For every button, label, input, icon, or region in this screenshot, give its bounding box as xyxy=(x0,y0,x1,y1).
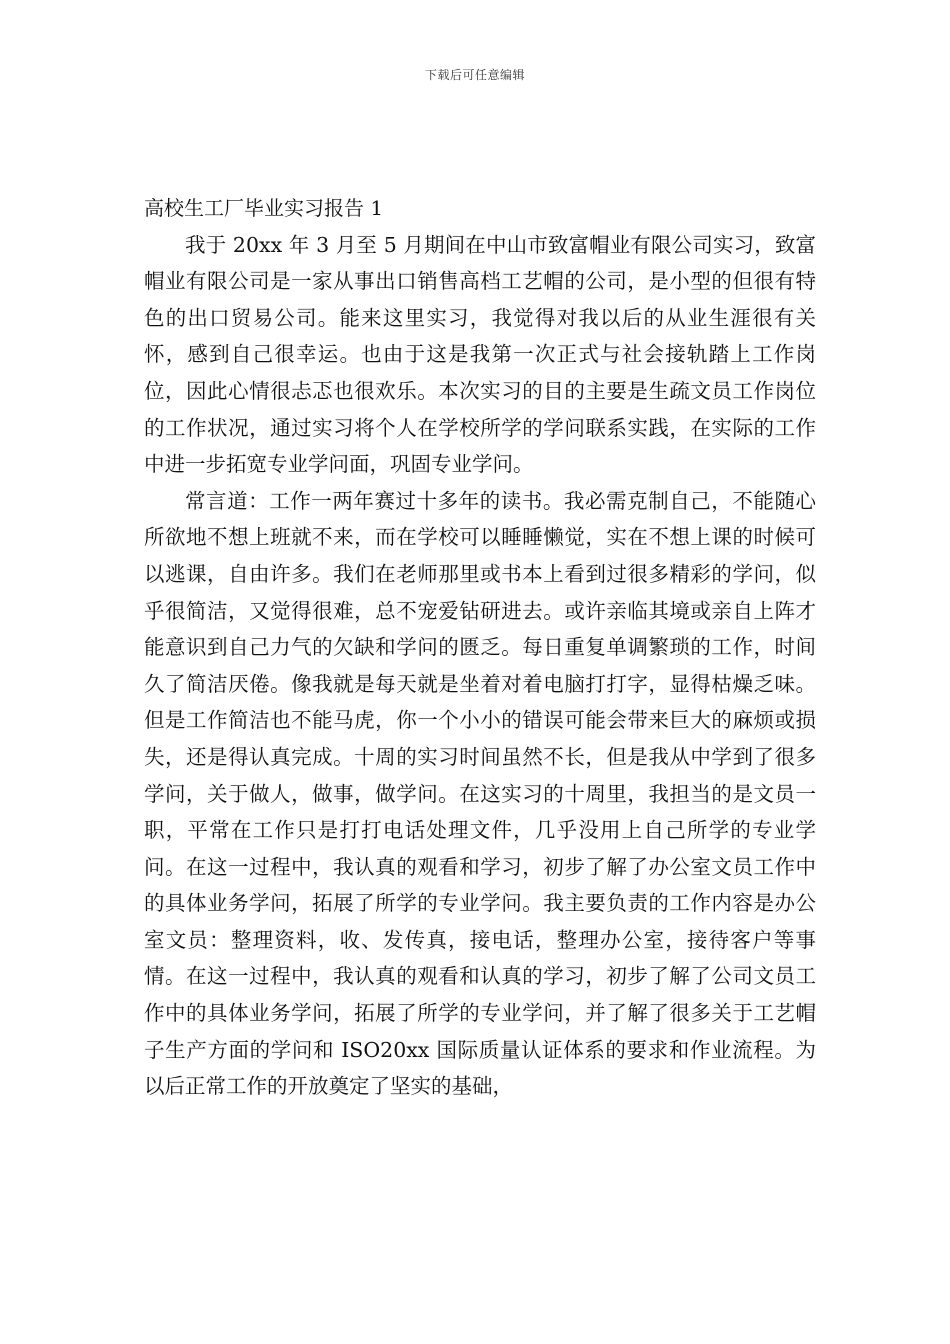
document-title: 高校生工厂毕业实习报告 1 xyxy=(144,196,384,220)
paragraph-1: 我于 20xx 年 3 月至 5 月期间在中山市致富帽业有限公司实习，致富帽业有限公司是一家从事出口销售高档工艺帽的公司，是小型的但很有特色的出口贸易公司。能来这里实习，我觉得对我以后的从业生涯很有关怀，感到自己很幸运。也由于这是我第一次正式与社会接轨踏上工作岗位，因此心情很忐忑也很欢乐。本次实习的目的主要是生疏文员工作岗位的工作状况，通过实习将个人在学校所学的学问联系实践，在实际的工作中进一步拓宽专业学问面，巩固专业学问。 xyxy=(144,232,816,477)
paragraph-list xyxy=(144,227,816,1105)
page-header-note: 下载后可任意编辑 xyxy=(424,68,525,82)
paragraph-2: 常言道：工作一两年赛过十多年的读书。我必需克制自己，不能随心所欲地不想上班就不来，而在学校可以睡睡懒觉，实在不想上课的时候可以逃课，自由许多。我们在老师那里或书本上看到过很多精彩的学问，似乎很简洁，又觉得很难，总不宠爱钻研进去。或许亲临其境或亲自上阵才能意识到自己力气的欠缺和学问的匮乏。每日重复单调繁琐的工作，时间久了简洁厌倦。像我就是每天就是坐着对着电脑打打字，显得枯燥乏味。但是工作简洁也不能马虎，你一个小小的错误可能会带来巨大的麻烦或损失，还是得认真完成。十周的实习时间虽然不长，但是我从中学到了很多学问，关于做人，做事，做学问。在这实习的十周里，我担当的是文员一职，平常在工作只是打打电话处理文件，几乎没用上自己所学的专业学问。在这一过程中，我认真的观看和学习，初步了解了办公室文员工作中的具体业务学问，拓展了所学的专业学问。我主要负责的工作内容是办公室文员：整理资料，收、发传真，接电话，整理办公室，接待客户等事情。在这一过程中，我认真的观看和认真的学习，初步了解了公司文员工作中的具体业务学问，拓展了所学的专业学问，并了解了很多关于工艺帽子生产方面的学问和 ISO20xx 国际质量认证体系的要求和作业流程。为以后正常工作的开放奠定了坚实的基础， xyxy=(144,488,816,1099)
document-body xyxy=(144,190,816,1105)
